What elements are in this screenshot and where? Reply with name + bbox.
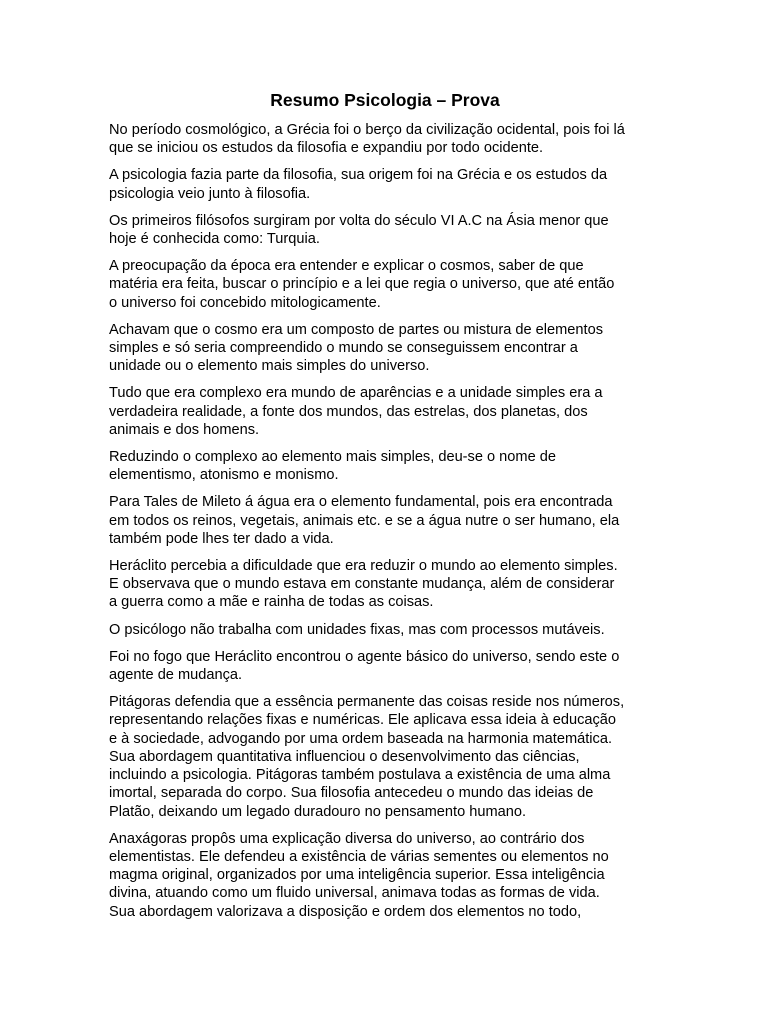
paragraph-cosmos-composition: Achavam que o cosmo era um composto de partes ou mistura de elementos simples e só seria compreendido o mundo se conseguissem encontrar a unidade ou o elemento mais simples do universo. <box>109 321 604 375</box>
document-page <box>109 88 661 930</box>
paragraph-heraclitus-change: Heráclito percebia a dificuldade que era reduzir o mundo ao elemento simples. E observava que o mundo estava em constante mudança, além de considerar a guerra como a mãe e rainha de todas as coisas. <box>109 558 618 611</box>
paragraph-appearances: Tudo que era complexo era mundo de aparências e a unidade simples era a verdadeira realidade, a fonte dos mundos, das estrelas, dos planetas, dos animais e dos homens. <box>109 385 603 438</box>
paragraph-first-philosophers: Os primeiros filósofos surgiram por volta do século VI A.C na Ásia menor que hoje é conhecida como: Turquia. <box>109 212 609 248</box>
paragraph-pythagoras: Pitágoras defendia que a essência permanente das coisas reside nos números, representando relações fixas e numéricas. Ele aplicava essa ideia à educação e à sociedade, advogando por uma ordem baseada na harmonia matemática. Sua abordagem quantitativa influenciou o desenvolvimento das ciências, incluindo a psicologia. Pitágoras também postulava a existência de uma alma imortal, separada do corpo. Sua filosofia antecedeu o mundo das ideias de Platão, deixando um legado duradouro no pensamento humano. <box>109 694 625 820</box>
paragraph-psychology-origin: A psicologia fazia parte da filosofia, sua origem foi na Grécia e os estudos da psicologia veio junto à filosofia. <box>109 167 608 202</box>
paragraph-psychologist: O psicólogo não trabalha com unidades fixas, mas com processos mutáveis. <box>109 621 605 638</box>
paragraph-era-concern: A preocupação da época era entender e explicar o cosmos, saber de que matéria era feita, buscar o princípio e a lei que regia o universo, que até então o universo foi concebido mitologicamente. <box>109 258 615 311</box>
paragraph-anaxagoras: Anaxágoras propôs uma explicação diversa do universo, ao contrário dos elementistas. Ele defendeu a existência de várias sementes ou elementos no magma original, organizados por uma inteligência superior. Essa inteligência divina, atuando como um fluido universal, animava todas as formas de vida. Sua abordagem valorizava a disposição e ordem dos elementos no todo, <box>109 830 609 920</box>
paragraph-elementism: Reduzindo o complexo ao elemento mais simples, deu-se o nome de elementismo, atonismo e monismo. <box>109 449 556 484</box>
paragraph-cosmological-period: No período cosmológico, a Grécia foi o berço da civilização ocidental, pois foi lá que se iniciou os estudos da filosofia e expandiu por todo ocidente. <box>109 122 625 157</box>
paragraph-heraclitus-fire: Foi no fogo que Heráclito encontrou o agente básico do universo, sendo este o agente de mudança. <box>109 648 620 684</box>
paragraph-thales: Para Tales de Mileto á água era o elemento fundamental, pois era encontrada em todos os reinos, vegetais, animais etc. e se a água nutre o ser humano, ela também pode lhes ter dado a vida. <box>109 494 620 547</box>
document-title: Resumo Psicologia – Prova <box>270 90 500 110</box>
